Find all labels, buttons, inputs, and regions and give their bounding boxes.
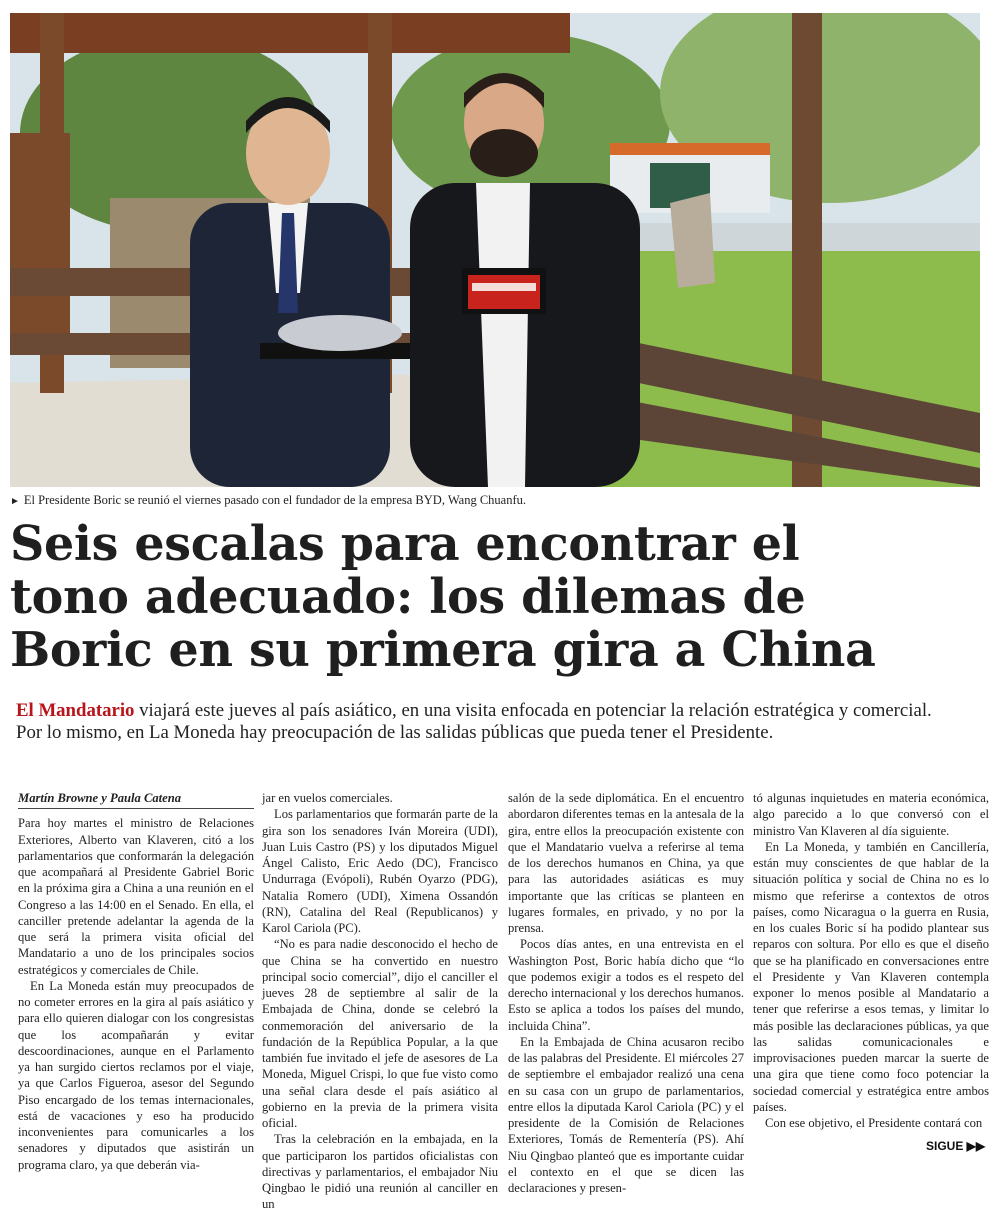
paragraph: salón de la sede diplomática. En el encuentro abordaron diferentes temas en la antesala de la gira, entre ellos la preocupación existente con que el Mandatario vuelva a referirse al tema de los derechos humanos en China, ya que para las autoridades asiáticas es muy importante que las críticas se planteen en lugares formales, en privado, y no por la prensa. (508, 791, 744, 935)
byline: Martín Browne y Paula Catena (18, 790, 254, 809)
paragraph: “No es para nadie desconocido el hecho de que China se ha convertido en nuestro principal socio comercial”, dijo el canciller el jueves 28 de septiembre al salir de la Embajada de China, donde se celebró la conmemoración del aniversario de la fundación de la República Popular, a la que también fue invitado el jefe de asesores de La Moneda, Miguel Crispi, lo que fue visto como una señal clara desde el país asiático al gobierno en la previa de la primera visita oficial. (262, 937, 498, 1130)
paragraph: Para hoy martes el ministro de Relaciones Exteriores, Alberto van Klaveren, citó a los parlamentarios que conformarán la delegación que acompañará al Presidente Gabriel Boric en la próxima gira a China a una reunión en el Congreso a las 14:00 en el Senado. En ella, el canciller pretende adelantar la agenda de la que será la primera visita oficial del Mandatario a uno de los principales socios estratégicos y comerciales de Chile. (18, 816, 254, 977)
dek-line-1-rest: viajará este jueves al país asiático, en una visita enfocada en potenciar la relación estratégica y comercial. (134, 700, 932, 721)
article-column-4 (753, 790, 989, 1131)
article-column-1 (18, 790, 254, 1173)
headline-line-1: Seis escalas para encontrar el (10, 516, 800, 572)
paragraph: jar en vuelos comerciales. (262, 791, 393, 805)
photo-illustration (10, 13, 980, 487)
paragraph: En La Moneda están muy preocupados de no cometer errores en la gira al país asiático y para ello quieren dialogar con los congresistas que los acompañarán y evitar descoordinaciones, aunque en el Parlamento ya han surgido ciertos reclamos por el viaje, ya que Carlos Figueroa, asesor del Segundo Piso encargado de los temas internacionales, está de vacaciones y eso ha producido inconvenientes para comunicarles a los senadores y diputados que asistirán un programa claro, ya que deberán via- (18, 978, 254, 1172)
article-headline (10, 518, 970, 677)
paragraph: Con ese objetivo, el Presidente contará con (765, 1116, 983, 1130)
paragraph: Los parlamentarios que formarán parte de la gira son los senadores Iván Moreira (UDI), Juan Luis Castro (PS) y los diputados Miguel Ángel Calisto, Eric Aedo (DC), Francisco Undurraga (Evópoli), Rubén Oyarzo (PDG), Natalia Romero (UDI), Ximena Ossandón (RN), Catalina del Real (Republicanos) y Karol Cariola (PC). (262, 807, 498, 935)
paragraph: Tras la celebración en la embajada, en la que participaron los partidos oficialistas con directivas y parlamentarios, el embajador Niu Qingbao le pidió una reunión al canciller en un (262, 1132, 498, 1212)
caption-marker-icon: ► (10, 496, 20, 507)
dek-lead: El Mandatario (16, 700, 135, 721)
photo-caption (10, 493, 526, 508)
paragraph: Pocos días antes, en una entrevista en el Washington Post, Boric había dicho que “lo que podemos exigir a todos es el respeto del derecho internacional y los derechos humanos. Esto se aplica a todos los países del mundo, incluida China”. (508, 937, 744, 1033)
continue-indicator: SIGUE ▶▶ (926, 1139, 986, 1153)
caption-text: El Presidente Boric se reunió el viernes pasado con el fundador de la empresa BYD, Wang Chuanfu. (23, 493, 526, 507)
dek-line-1 (16, 700, 986, 722)
headline-line-3: Boric en su primera gira a China (10, 622, 876, 678)
paragraph: En La Moneda, y también en Cancillería, están muy conscientes de que hablar de la situación política y social de China no es lo mismo que referirse a contextos de otros países, como Nicaragua o la guerra en Rusia, en los cuales Boric sí ha podido plantear sus reparos con soltura. Por ello es que el diseño que se ha planificado en conversaciones entre el Presidente y Van Klaveren contempla exponer lo menos posible al Mandatario a tener que referirse a esos temas, y limitar lo más posible las declaraciones públicas, ya que las salidas comunicacionales e improvisaciones pueden marcar la suerte de una gira que tiene como foco potenciar la sociedad comercial y estratégica entre ambos países. (753, 839, 989, 1114)
article-dek (16, 700, 986, 744)
article-photo (10, 13, 980, 487)
paragraph: tó algunas inquietudes en materia económica, algo parecido a lo que conversó con el ministro Van Klaveren al día siguiente. (753, 791, 989, 838)
paragraph: En la Embajada de China acusaron recibo de las palabras del Presidente. El miércoles 27 de septiembre el embajador realizó una cena en su casa con un grupo de parlamentarios, entre ellos la diputada Karol Cariola (PC) y el presidente de la Comisión de Relaciones Exteriores, Tomás de Rementería (PS). Ahí Niu Qingbao planteó que es importante cuidar el contexto en el que se dicen las declaraciones y presen- (508, 1034, 744, 1195)
dek-line-2: Por lo mismo, en La Moneda hay preocupación de las salidas públicas que pueda tener el Presidente. (16, 722, 774, 743)
article-column-2 (262, 790, 498, 1213)
article-column-3 (508, 790, 744, 1196)
headline-line-2: tono adecuado: los dilemas de (10, 569, 806, 625)
